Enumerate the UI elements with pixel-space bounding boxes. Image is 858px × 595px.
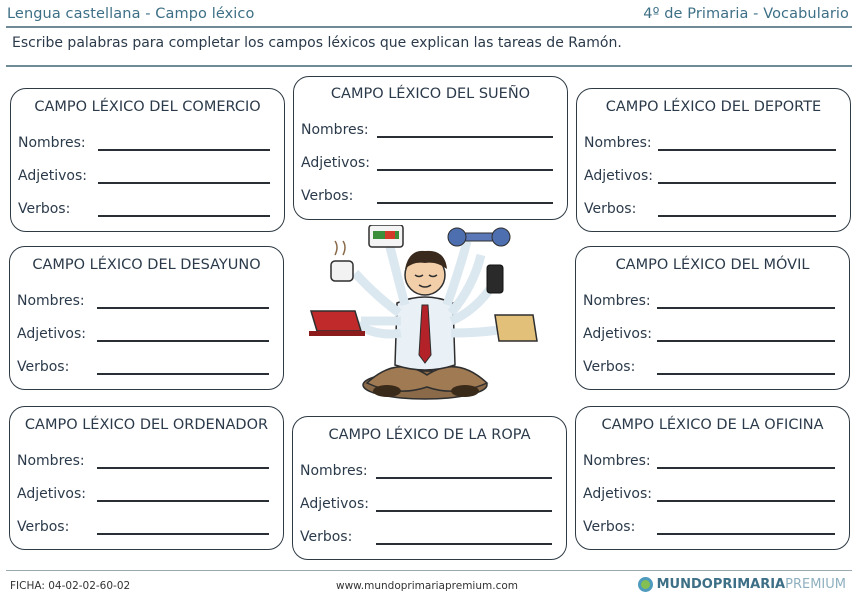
- nombres-answer-line[interactable]: [376, 477, 552, 479]
- adjetivos-label: Adjetivos:: [584, 168, 653, 184]
- footer-rule: [6, 570, 852, 571]
- verbos-label: Verbos:: [583, 519, 636, 535]
- verbos-row: [17, 515, 269, 537]
- nombres-answer-line[interactable]: [97, 467, 269, 469]
- nombres-answer-line[interactable]: [657, 467, 835, 469]
- header-rule: [6, 26, 852, 28]
- adjetivos-row: [17, 482, 269, 504]
- multitasking-man-icon: [305, 225, 545, 405]
- card-title: CAMPO LÉXICO DEL ORDENADOR: [24, 417, 269, 433]
- adjetivos-answer-line[interactable]: [658, 182, 836, 184]
- adjetivos-label: Adjetivos:: [17, 486, 86, 502]
- verbos-row: [18, 197, 270, 219]
- verbos-label: Verbos:: [301, 188, 354, 204]
- nombres-answer-line[interactable]: [658, 149, 836, 151]
- verbos-row: [17, 355, 269, 377]
- adjetivos-answer-line[interactable]: [657, 500, 835, 502]
- nombres-label: Nombres:: [583, 453, 651, 469]
- verbos-label: Verbos:: [584, 201, 637, 217]
- adjetivos-answer-line[interactable]: [97, 500, 269, 502]
- nombres-answer-line[interactable]: [657, 307, 835, 309]
- verbos-label: Verbos:: [18, 201, 71, 217]
- brand-main: MUNDOPRIMARIA: [656, 577, 786, 592]
- nombres-label: Nombres:: [17, 453, 85, 469]
- nombres-row: [17, 449, 269, 471]
- brand-suffix: PREMIUM: [785, 577, 846, 592]
- card-title: CAMPO LÉXICO DEL MÓVIL: [615, 257, 810, 273]
- adjetivos-label: Adjetivos:: [583, 326, 652, 342]
- website-link[interactable]: www.mundoprimariapremium.com: [336, 580, 518, 592]
- card-desayuno: [9, 246, 284, 390]
- adjetivos-row: [301, 151, 553, 173]
- instruction-rule: [6, 65, 852, 67]
- card-comercio: [10, 88, 285, 232]
- verbos-answer-line[interactable]: [376, 543, 552, 545]
- brand-logo: [638, 577, 846, 592]
- card-movil: [575, 246, 850, 390]
- adjetivos-answer-line[interactable]: [98, 182, 270, 184]
- instruction-text: Escribe palabras para completar los campos léxicos que explican las tareas de Ramón.: [12, 35, 622, 51]
- verbos-answer-line[interactable]: [658, 215, 836, 217]
- subject-title: Lengua castellana - Campo léxico: [7, 6, 255, 22]
- nombres-answer-line[interactable]: [97, 307, 269, 309]
- ficha-code: FICHA: 04-02-02-60-02: [10, 580, 131, 592]
- verbos-answer-line[interactable]: [98, 215, 270, 217]
- adjetivos-answer-line[interactable]: [376, 510, 552, 512]
- card-ropa: [292, 416, 567, 560]
- level-title: 4º de Primaria - Vocabulario: [643, 6, 849, 22]
- card-title: CAMPO LÉXICO DE LA OFICINA: [601, 417, 824, 433]
- nombres-label: Nombres:: [18, 135, 86, 151]
- globe-icon: [638, 577, 653, 592]
- adjetivos-answer-line[interactable]: [377, 169, 553, 171]
- nombres-label: Nombres:: [300, 463, 368, 479]
- nombres-row: [300, 459, 552, 481]
- adjetivos-answer-line[interactable]: [97, 340, 269, 342]
- adjetivos-label: Adjetivos:: [301, 155, 370, 171]
- nombres-label: Nombres:: [301, 122, 369, 138]
- verbos-answer-line[interactable]: [377, 202, 553, 204]
- nombres-row: [18, 131, 270, 153]
- card-sueno: [293, 76, 568, 220]
- nombres-row: [17, 289, 269, 311]
- adjetivos-row: [584, 164, 836, 186]
- verbos-row: [583, 515, 835, 537]
- adjetivos-row: [300, 492, 552, 514]
- verbos-answer-line[interactable]: [97, 533, 269, 535]
- nombres-answer-line[interactable]: [98, 149, 270, 151]
- nombres-answer-line[interactable]: [377, 136, 553, 138]
- card-title: CAMPO LÉXICO DEL SUEÑO: [330, 86, 531, 102]
- nombres-row: [301, 118, 553, 140]
- verbos-label: Verbos:: [300, 529, 353, 545]
- nombres-row: [583, 289, 835, 311]
- nombres-label: Nombres:: [584, 135, 652, 151]
- verbos-label: Verbos:: [583, 359, 636, 375]
- verbos-row: [583, 355, 835, 377]
- verbos-answer-line[interactable]: [97, 373, 269, 375]
- adjetivos-label: Adjetivos:: [583, 486, 652, 502]
- adjetivos-answer-line[interactable]: [657, 340, 835, 342]
- adjetivos-label: Adjetivos:: [17, 326, 86, 342]
- verbos-row: [301, 184, 553, 206]
- card-title: CAMPO LÉXICO DEL DESAYUNO: [32, 257, 261, 273]
- adjetivos-row: [583, 322, 835, 344]
- verbos-row: [584, 197, 836, 219]
- adjetivos-label: Adjetivos:: [18, 168, 87, 184]
- nombres-label: Nombres:: [583, 293, 651, 309]
- adjetivos-row: [17, 322, 269, 344]
- verbos-answer-line[interactable]: [657, 373, 835, 375]
- adjetivos-label: Adjetivos:: [300, 496, 369, 512]
- card-ordenador: [9, 406, 284, 550]
- verbos-label: Verbos:: [17, 519, 70, 535]
- nombres-row: [583, 449, 835, 471]
- verbos-label: Verbos:: [17, 359, 70, 375]
- card-deporte: [576, 88, 851, 232]
- card-oficina: [575, 406, 850, 550]
- verbos-answer-line[interactable]: [657, 533, 835, 535]
- nombres-label: Nombres:: [17, 293, 85, 309]
- card-title: CAMPO LÉXICO DEL DEPORTE: [605, 99, 822, 115]
- adjetivos-row: [583, 482, 835, 504]
- verbos-row: [300, 525, 552, 547]
- adjetivos-row: [18, 164, 270, 186]
- card-title: CAMPO LÉXICO DE LA ROPA: [328, 427, 531, 443]
- card-title: CAMPO LÉXICO DEL COMERCIO: [34, 99, 261, 115]
- nombres-row: [584, 131, 836, 153]
